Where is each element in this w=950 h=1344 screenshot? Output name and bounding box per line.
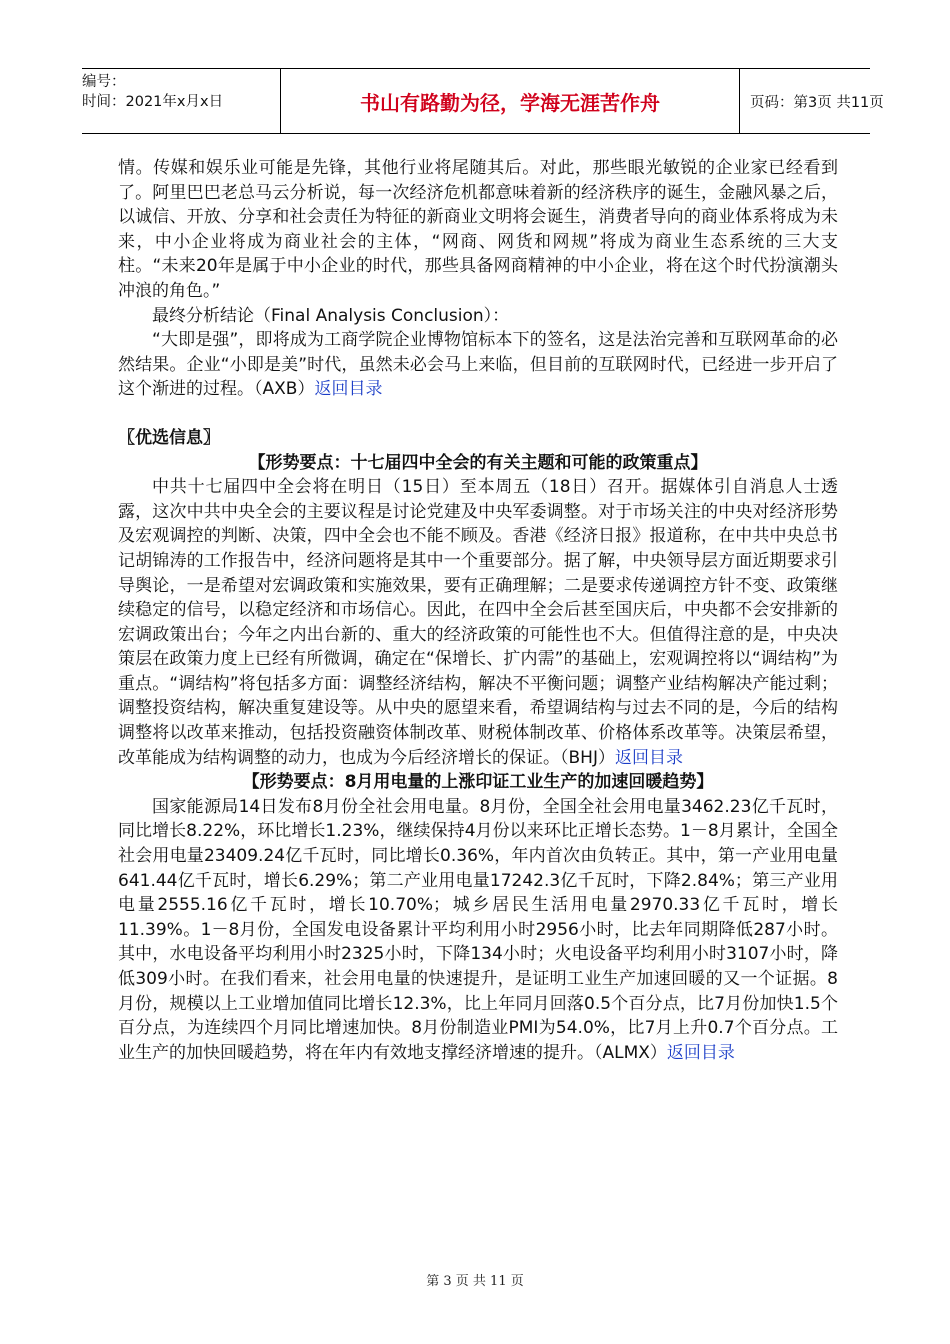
header-page-info: 页码：第3页 共11页 — [750, 94, 884, 111]
article-text: 中共十七届四中全会将在明日（15日）至本周五（18日）召开。据媒体引自消息人士透露，这次中共中央全会的主要议程是讨论党建及中央军委调整。对于市场关注的中央对经济形势及宏观调控的判断、决策，四中全会也不能不顾及。香港《经济日报》报道称，在中共中央总书记胡锦涛的工作报告中，经济问题将是其中一个重要部分。据了解，中央领导层方面近期要求引导舆论，一是希望对宏调政策和实施效果，要有正确理解；二是要求传递调控方针不变、政策继续稳定的信号，以稳定经济和市场信心。因此，在四中全会后甚至国庆后，中央都不会安排新的宏调政策出台；今年之内出台新的、重大的经济政策的可能性也不大。但值得注意的是，中央决策层在政策力度上已经有所微调，确定在“保增长、扩内需”的基础上，宏观调控将以“调结构”为重点。“调结构”将包括多方面：调整经济结构，解决不平衡问题；调整产业结构解决产能过剩；调整投资结构，解决重复建设等。从中央的愿望来看，希望调结构与过去不同的是，今后的结构调整将以改革来推动，包括投资融资体制改革、财税体制改革、价格体系改革等。决策层希望，改革能成为结构调整的动力，也成为今后经济增长的保证。（BHJ） — [118, 477, 838, 768]
conclusion-label: 最终分析结论（Final Analysis Conclusion）： — [152, 305, 510, 326]
document-body — [118, 156, 838, 1065]
article-heading: 【形势要点：十七届四中全会的有关主题和可能的政策重点】 — [248, 452, 708, 473]
page-header — [82, 68, 884, 134]
back-to-toc-link[interactable]: 返回目录 — [666, 1042, 735, 1063]
article-text: 国家能源局14日发布8月份全社会用电量。8月份，全国全社会用电量3462.23亿千瓦时，同比增长8.22%，环比增长1.23%，继续保持4月份以来环比正增长态势。1－8月累计，全国全社会用电量23409.24亿千瓦时，同比增长0.36%，年内首次由负转正。其中，第一产业用电量641.44亿千瓦时，增长6.29%；第二产业用电量17242.3亿千瓦时，下降2.84%；第三产业用电量2555.16亿千瓦时，增长10.70%；城乡居民生活用电量2970.33亿千瓦时，增长11.39%。1－8月份，全国发电设备累计平均利用小时2956小时，比去年同期降低287小时。其中，水电设备平均利用小时2325小时，下降134小时；火电设备平均利用小时3107小时，降低309小时。在我们看来，社会用电量的快速提升，是证明工业生产加速回暖的又一个证据。8月份，规模以上工业增加值同比增长12.3%，比上年同月回落0.5个百分点，比7月份加快1.5个百分点，为连续四个月同比增速加快。8月份制造业PMI为54.0%，比7月上升0.7个百分点。工业生产的加快回暖趋势，将在年内有效地支撑经济增速的提升。（ALMX） — [118, 796, 838, 1063]
conclusion-paragraph — [118, 328, 838, 402]
conclusion-text: “大即是强”，即将成为工商学院企业博物馆标本下的签名，这是法治完善和互联网革命的必然结果。企业“小即是美”时代，虽然未必会马上来临，但目前的互联网时代，已经进一步开启了这个渐进的过程。（AXB） — [118, 330, 838, 400]
section-title: 〖优选信息〗 — [118, 427, 220, 448]
date-label: 时间：2021年x月x日 — [82, 94, 224, 110]
paragraph-continuation: 情。传媒和娱乐业可能是先锋，其他行业将尾随其后。对此，那些眼光敏锐的企业家已经看到了。阿里巴巴老总马云分析说，每一次经济危机都意味着新的经济秩序的诞生，金融风暴之后，以诚信、开放、分享和社会责任为特征的新商业文明将会诞生，消费者导向的商业体系将成为未来，中小企业将成为商业社会的主体，“网商、网货和网规”将成为商业生态系统的三大支柱。“未来20年是属于中小企业的时代，那些具备网商精神的中小企业，将在这个时代扮演潮头冲浪的角色。” — [118, 158, 838, 301]
number-label: 编号： — [82, 74, 126, 90]
article-paragraph — [118, 795, 838, 1066]
article-paragraph — [118, 475, 838, 770]
back-to-toc-link[interactable]: 返回目录 — [314, 379, 383, 400]
header-motto: 书山有路勤为径，学海无涯苦作舟 — [280, 69, 740, 133]
back-to-toc-link[interactable]: 返回目录 — [614, 747, 683, 768]
article-heading: 【形势要点：8月用电量的上涨印证工业生产的加速回暖趋势】 — [242, 772, 714, 793]
header-meta — [82, 69, 280, 136]
page-footer: 第 3 页 共 11 页 — [426, 1274, 524, 1289]
